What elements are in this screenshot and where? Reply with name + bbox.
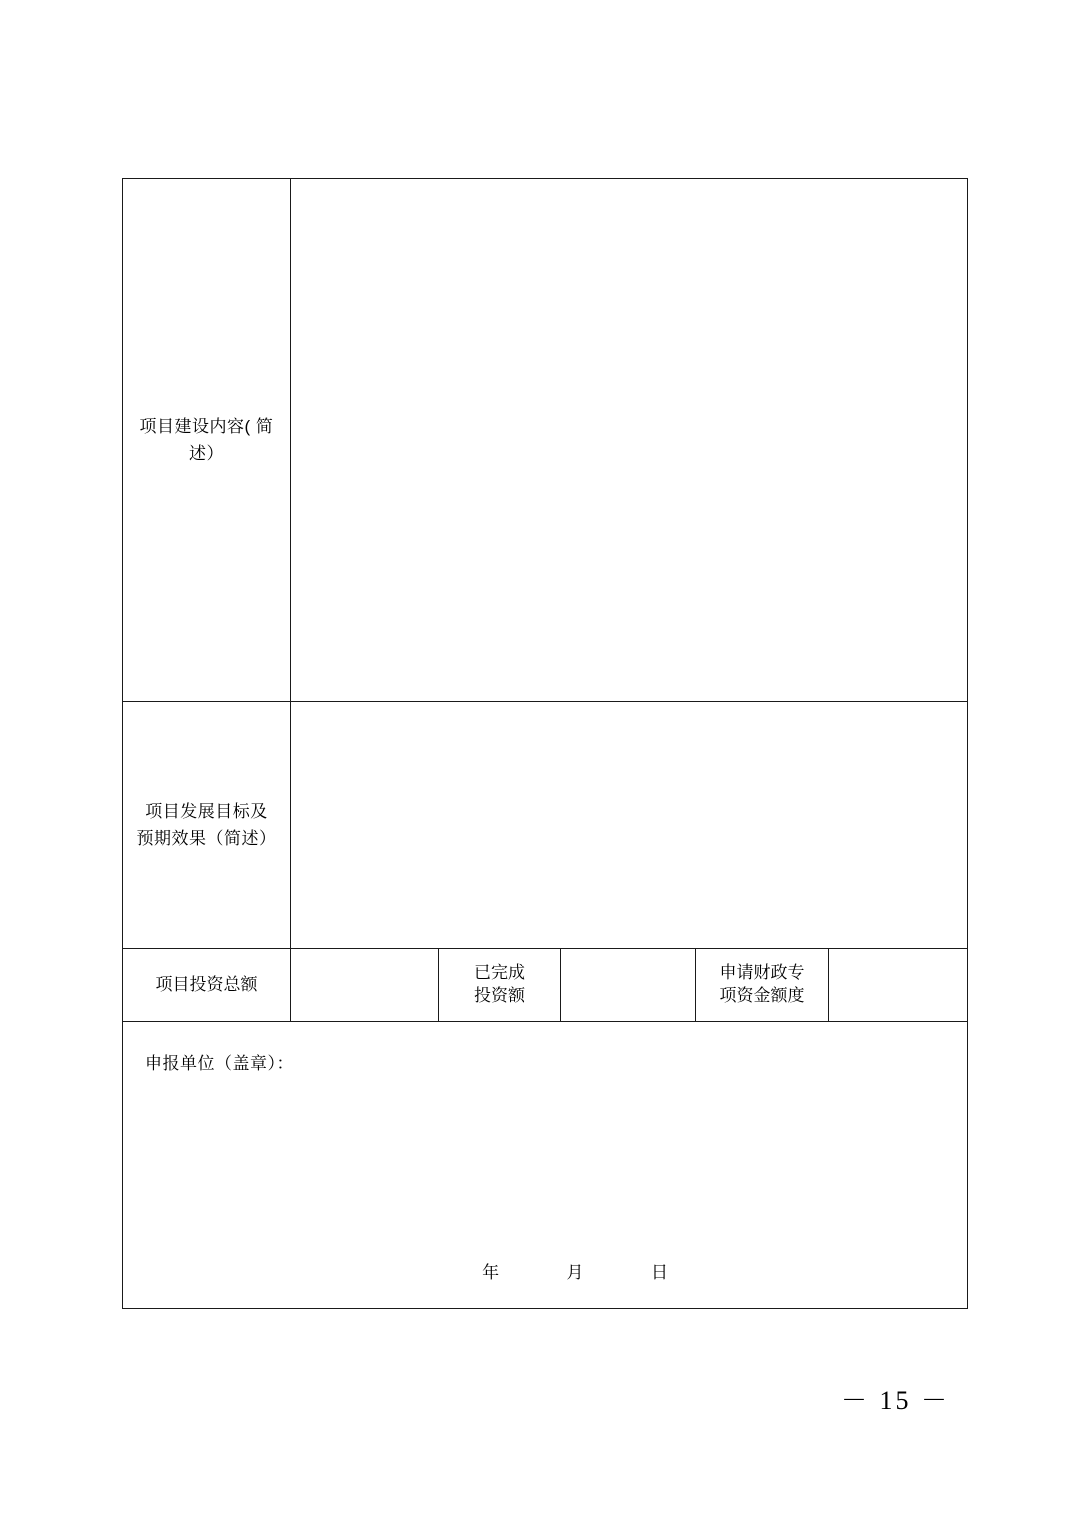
completed-investment-input[interactable] bbox=[561, 949, 696, 1022]
apply-fund-label: 申请财政专 项资金额度 bbox=[696, 949, 829, 1022]
table-row-seal bbox=[123, 1022, 968, 1309]
seal-cell[interactable] bbox=[123, 1022, 968, 1309]
page-number: － 15 － bbox=[840, 1386, 950, 1415]
build-content-input[interactable] bbox=[291, 179, 968, 702]
seal-label: 申报单位（盖章）： bbox=[145, 1054, 294, 1073]
completed-investment-label: 已完成 投资额 bbox=[439, 949, 561, 1022]
date-line bbox=[123, 1259, 967, 1286]
dev-goal-input[interactable] bbox=[291, 702, 968, 949]
project-application-form bbox=[122, 178, 968, 1309]
date-day: 日 bbox=[651, 1262, 668, 1282]
dev-goal-label: 项目发展目标及 预期效果（简述） bbox=[123, 702, 291, 949]
apply-fund-input[interactable] bbox=[829, 949, 968, 1022]
table-row-investment bbox=[123, 949, 968, 1022]
table-row-dev-goal bbox=[123, 702, 968, 949]
total-investment-label: 项目投资总额 bbox=[123, 949, 291, 1022]
table-row-build-content bbox=[123, 179, 968, 702]
total-investment-input[interactable] bbox=[291, 949, 439, 1022]
build-content-label: 项目建设内容( 简 述） bbox=[123, 179, 291, 702]
date-month: 月 bbox=[566, 1262, 584, 1282]
seal-area bbox=[123, 1022, 967, 1308]
date-year: 年 bbox=[482, 1262, 500, 1282]
